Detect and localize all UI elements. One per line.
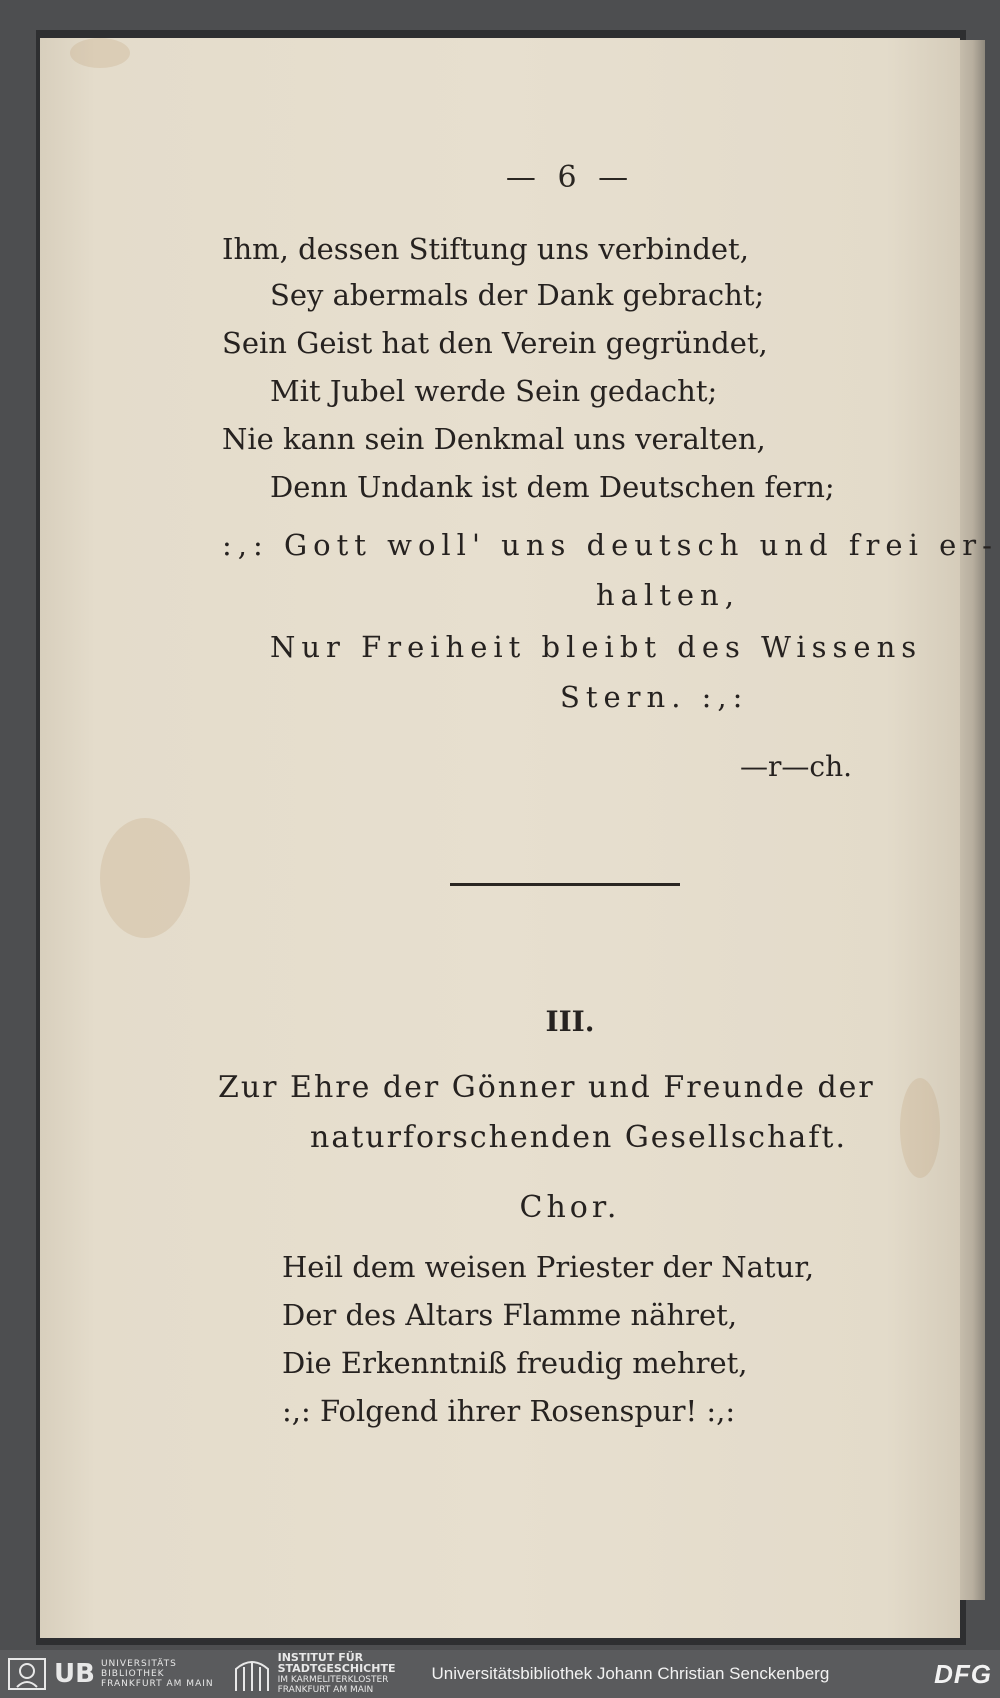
ifs-logo-text [278, 1653, 396, 1695]
poem-line: Ihm, dessen Stiftung uns verbindet, [222, 232, 749, 266]
chor-line: Der des Altars Flamme nähret, [282, 1298, 738, 1332]
dfg-logo[interactable]: DFG [934, 1658, 992, 1689]
section-title-line: Zur Ehre der Gönner und Freunde der [218, 1070, 875, 1105]
ub-logo-text: UB [54, 1659, 95, 1689]
poem-line: halten, [596, 578, 740, 612]
chor-line: Die Erkenntniß freudig mehret, [282, 1346, 748, 1380]
paper-stain [900, 1078, 940, 1178]
poem-line: Nie kann sein Denkmal uns veralten, [222, 422, 766, 456]
chor-line: Heil dem weisen Priester der Natur, [282, 1250, 815, 1284]
poem-line: :,: Gott woll' uns deutsch und frei er- [222, 528, 998, 562]
ub-logo[interactable] [2, 1655, 214, 1693]
ub-line: FRANKFURT AM MAIN [100, 1679, 214, 1689]
paper-stain [100, 818, 190, 938]
section-divider [450, 883, 680, 886]
poem-line: Sein Geist hat den Verein gegründet, [222, 326, 768, 360]
ifs-line: IM KARMELITERKLOSTER [277, 1675, 389, 1685]
section-title-line: naturforschenden Gesellschaft. [310, 1120, 847, 1155]
ifs-emblem-icon [232, 1655, 272, 1693]
library-name-link[interactable]: Universitätsbibliothek Johann Christian Senckenberg [431, 1664, 830, 1683]
author-signature: —r—ch. [740, 750, 852, 783]
ub-line: UNIVERSITÄTS [100, 1659, 177, 1669]
poem-line: Stern. :,: [560, 680, 749, 714]
ub-line: BIBLIOTHEK [100, 1669, 165, 1679]
ifs-logo[interactable] [232, 1653, 396, 1695]
ifs-line: FRANKFURT AM MAIN [277, 1685, 374, 1695]
paper-stain [70, 38, 130, 68]
ifs-line: INSTITUT FÜR [277, 1651, 364, 1664]
poem-line: Nur Freiheit bleibt des Wissens [270, 630, 923, 664]
section-number: III. [545, 1005, 595, 1038]
chor-heading: Chor. [519, 1190, 621, 1225]
ifs-line: STADTGESCHICHTE [277, 1662, 396, 1675]
chor-line: :,: Folgend ihrer Rosenspur! :,: [282, 1394, 736, 1428]
poem-line: Denn Undank ist dem Deutschen fern; [270, 470, 835, 504]
ub-emblem-icon [2, 1655, 52, 1693]
poem-line: Mit Jubel werde Sein gedacht; [270, 374, 718, 408]
page-number: — 6 — [505, 160, 635, 195]
poem-line: Sey abermals der Dank gebracht; [270, 278, 765, 312]
ub-logo-subtitle [101, 1659, 214, 1689]
footer-bar [0, 1650, 1000, 1698]
